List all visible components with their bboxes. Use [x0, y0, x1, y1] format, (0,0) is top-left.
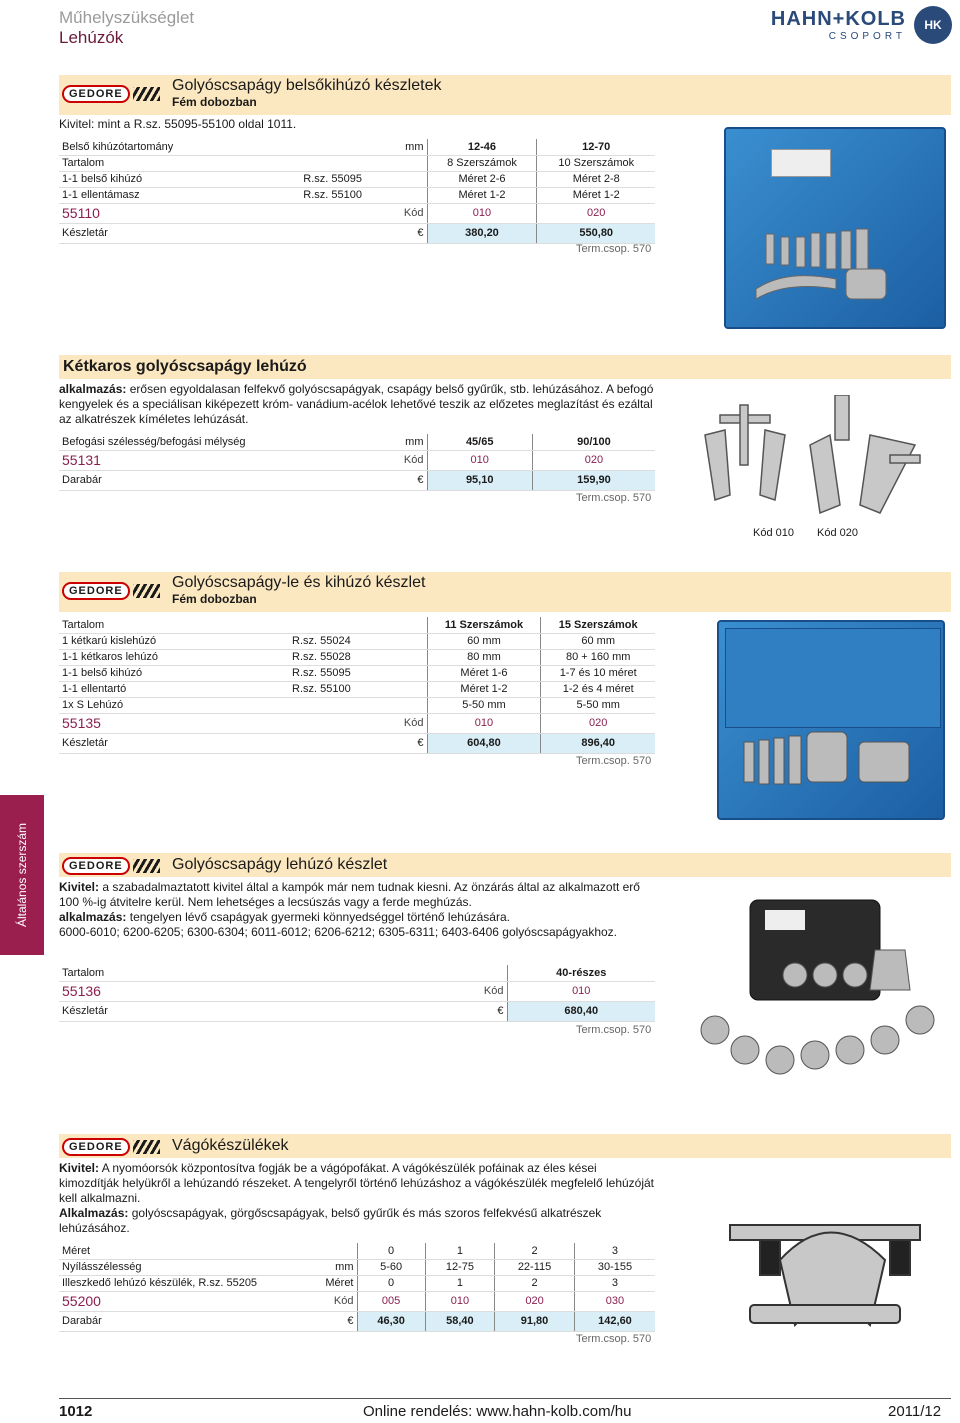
section1-table [59, 139, 655, 244]
gedore-stripes-icon [133, 859, 160, 873]
price-cell: 46,30 [357, 1311, 425, 1331]
table-row [59, 1259, 655, 1275]
cell: R.sz. 55095 [289, 665, 427, 681]
section5-table [59, 1243, 655, 1332]
table-row [59, 965, 655, 981]
cell: 1 kétkarú kislehúzó [59, 633, 289, 649]
cell: 80 + 160 mm [541, 649, 655, 665]
cell: 0 [357, 1275, 425, 1291]
cell: R.sz. 55100 [267, 187, 365, 203]
gedore-logo [62, 1137, 160, 1157]
price-cell: 680,40 [507, 1001, 655, 1021]
cell: Méret [289, 1275, 357, 1291]
cell: Méret 2-8 [537, 171, 655, 187]
code-cell: 010 [427, 713, 541, 733]
cell: 1-1 belső kihúzó [59, 171, 267, 187]
gedore-logo [62, 84, 160, 104]
cell: Méret 1-2 [427, 681, 541, 697]
gedore-text: GEDORE [62, 582, 130, 600]
code-cell: 010 [425, 1291, 494, 1311]
app-text: erősen egyoldalasan felfekvő golyóscsapágyak, csapágy belső gyűrűk, stb. lehúzásához. A befogó kengyelek és a speciálisan kiképezett króm- vanádium-acélok lehetővé teszik az előzetes meglazítást és ezáltal az alkatrészek kíméletes lehúzását. [59, 382, 654, 426]
cell: Tartalom [59, 155, 267, 171]
cell: 0 [357, 1243, 425, 1259]
cell: mm [289, 1259, 357, 1275]
section3-table [59, 617, 655, 754]
cell: 5-50 mm [427, 697, 541, 713]
header-subtitle: Lehúzók [59, 28, 124, 47]
bearing-set-image-icon [695, 880, 950, 1080]
code-cell: 020 [495, 1291, 575, 1311]
code-cell: 010 [427, 450, 532, 470]
code-row [59, 1291, 655, 1311]
section3-heading [172, 574, 425, 606]
product-image-case [717, 620, 945, 820]
bearings-paragraph: 6000-6010; 6200-6205; 6300-6304; 6011-6012; 6206-6212; 6305-6311; 6403-6406 golyóscsapágyakhoz. [59, 925, 618, 939]
cell: 1-1 ellentartó [59, 681, 289, 697]
cell: Méret [59, 1243, 289, 1259]
cell: Belső kihúzótartomány [59, 139, 267, 155]
price-cell: 604,80 [427, 733, 541, 753]
product-image-case [724, 127, 946, 329]
section3-subtitle: Fém dobozban [172, 592, 257, 606]
price-row [59, 1001, 655, 1021]
gedore-text: GEDORE [62, 1138, 130, 1156]
puller-images-icon [690, 395, 940, 520]
cell: 40-részes [507, 965, 655, 981]
term-group: Term.csop. 570 [576, 1024, 652, 1036]
code-row [59, 450, 655, 470]
tools-icon [719, 622, 947, 822]
euro-icon: € [365, 223, 427, 243]
cell: Illeszkedő lehúzó készülék, R.sz. 55205 [59, 1275, 289, 1291]
term-group: Term.csop. 570 [576, 492, 652, 504]
section2-description [59, 382, 655, 427]
cell: Méret 2-6 [427, 171, 537, 187]
table-row [59, 187, 655, 203]
gedore-stripes-icon [133, 1140, 160, 1154]
euro-icon: € [289, 1311, 357, 1331]
cell: 30-155 [574, 1259, 655, 1275]
price-row [59, 223, 655, 243]
code-cell: 010 [507, 981, 655, 1001]
table-row [59, 1275, 655, 1291]
caption-020: Kód 020 [817, 527, 858, 539]
kivitel-label: Kivitel: [59, 1161, 100, 1175]
euro-icon: € [365, 1001, 507, 1021]
cell: 22-115 [495, 1259, 575, 1275]
cell [267, 155, 365, 171]
cell: Tartalom [59, 965, 365, 981]
article-number: 55110 [59, 203, 267, 223]
cell: 5-50 mm [541, 697, 655, 713]
app-text: golyóscsapágyak, görgőscsapágyak, belső gyűrűk és más szoros felfekvésű alkatrészek lehúzásához. [59, 1206, 602, 1235]
separator-image-icon [720, 1165, 950, 1365]
kivitel-label: Kivitel: [59, 880, 100, 894]
euro-icon: € [289, 733, 427, 753]
price-row [59, 470, 655, 490]
article-number: 55135 [59, 713, 289, 733]
cell: 1 [425, 1243, 494, 1259]
app-label: alkalmazás: [59, 382, 127, 396]
cell: 12-46 [427, 139, 537, 155]
section5-description [59, 1161, 655, 1236]
section4-table [59, 965, 655, 1022]
section1-note: Kivitel: mint a R.sz. 55095-55100 oldal 1011. [59, 117, 297, 131]
brand-sub: CSOPORT [828, 31, 906, 42]
table-row [59, 681, 655, 697]
table-row [59, 155, 655, 171]
price-label: Készletár [59, 1001, 365, 1021]
cell: Befogási szélesség/befogási mélység [59, 434, 365, 450]
section4-title: Golyóscsapágy lehúzó készlet [172, 856, 388, 873]
caption-010: Kód 010 [753, 527, 794, 539]
table-row [59, 617, 655, 633]
gedore-stripes-icon [133, 87, 160, 101]
hk-circle-letters: HK [924, 18, 942, 32]
section4-description [59, 880, 655, 940]
section1-title: Golyóscsapágy belsőkihúzó készletek [172, 77, 442, 94]
code-cell: 020 [532, 450, 655, 470]
price-label: Darabár [59, 470, 365, 490]
code-cell: 030 [574, 1291, 655, 1311]
cell [289, 1243, 357, 1259]
price-cell: 550,80 [537, 223, 655, 243]
cell [289, 617, 427, 633]
section2-table [59, 434, 655, 491]
code-label: Kód [289, 713, 427, 733]
header-title: Műhelyszükséglet [59, 8, 195, 27]
table-row [59, 1243, 655, 1259]
cell: R.sz. 55100 [289, 681, 427, 697]
cell [289, 697, 427, 713]
kivitel-text: a szabadalmaztatott kivitel által a kampók már nem tudnak kiesni. Az önzárás által az alkalmazott erő 100 %-ig átvitelre kerül. Nem lehetséges a lecsúszás vagy a ferde meghúzás. [59, 880, 640, 909]
article-number: 55200 [59, 1291, 289, 1311]
cell: 2 [495, 1243, 575, 1259]
cell: 45/65 [427, 434, 532, 450]
hahn-kolb-logo [702, 4, 952, 46]
cell: 11 Szerszámok [427, 617, 541, 633]
cell: R.sz. 55095 [267, 171, 365, 187]
gedore-text: GEDORE [62, 857, 130, 875]
page-number: 1012 [59, 1403, 93, 1420]
footer-divider [59, 1398, 951, 1399]
term-group: Term.csop. 570 [576, 1333, 652, 1345]
article-number: 55136 [59, 981, 365, 1001]
term-group: Term.csop. 570 [576, 243, 652, 255]
cell: 5-60 [357, 1259, 425, 1275]
cell: 10 Szerszámok [537, 155, 655, 171]
price-cell: 95,10 [427, 470, 532, 490]
code-row [59, 713, 655, 733]
code-cell: 020 [541, 713, 655, 733]
app-paragraph [59, 910, 655, 925]
edition: 2011/12 [888, 1403, 942, 1420]
page-header [59, 8, 194, 48]
side-tab-label: Általános szerszám [15, 822, 29, 928]
cell: 1-1 kétkaros lehúzó [59, 649, 289, 665]
cell: 8 Szerszámok [427, 155, 537, 171]
cell: 15 Szerszámok [541, 617, 655, 633]
table-row [59, 633, 655, 649]
kivitel-text: A nyomóorsók központosítva fogják be a vágópofákat. A vágókészülék pofáinak az éles kései kimozdítják helyükről a lehúzandó részeket. A tengelyről történő lehúzáshoz a vágókészülék megfelelő lehúzóját kell alkalmazni. [59, 1161, 655, 1205]
cell: 80 mm [427, 649, 541, 665]
cell: 1-2 és 4 méret [541, 681, 655, 697]
price-label: Készletár [59, 223, 267, 243]
table-row [59, 649, 655, 665]
cell: 2 [495, 1275, 575, 1291]
cell: R.sz. 55028 [289, 649, 427, 665]
table-row [59, 665, 655, 681]
cell: 3 [574, 1275, 655, 1291]
cell: mm [365, 434, 427, 450]
table-row [59, 139, 655, 155]
tools-icon [726, 129, 948, 331]
price-row [59, 1311, 655, 1331]
brand-name: HAHN+KOLB [770, 8, 906, 30]
cell: Nyílásszélesség [59, 1259, 289, 1275]
app-text: tengelyen lévő csapágyak gyermeki könnyedséggel történő lehúzására. [129, 910, 510, 924]
price-cell: 58,40 [425, 1311, 494, 1331]
code-cell: 020 [537, 203, 655, 223]
code-label: Kód [289, 1291, 357, 1311]
price-cell: 159,90 [532, 470, 655, 490]
price-label: Készletár [59, 733, 289, 753]
cell: 1x S Lehúzó [59, 697, 289, 713]
term-group: Term.csop. 570 [576, 755, 652, 767]
code-cell: 005 [357, 1291, 425, 1311]
gedore-stripes-icon [133, 584, 160, 598]
gedore-logo [62, 856, 160, 876]
price-row [59, 733, 655, 753]
app-paragraph [59, 1206, 655, 1236]
section1-subtitle: Fém dobozban [172, 95, 257, 109]
cell: Tartalom [59, 617, 289, 633]
code-row [59, 981, 655, 1001]
table-row [59, 171, 655, 187]
cell: 12-70 [537, 139, 655, 155]
gedore-logo [62, 581, 160, 601]
section3-title: Golyóscsapágy-le és kihúzó készlet [172, 574, 426, 591]
cell [267, 139, 365, 155]
cell: 3 [574, 1243, 655, 1259]
kivitel-paragraph [59, 1161, 655, 1206]
section2-title: Kétkaros golyóscsapágy lehúzó [63, 358, 307, 375]
code-cell: 010 [427, 203, 537, 223]
gedore-text: GEDORE [62, 85, 130, 103]
hk-circle-icon [914, 6, 952, 44]
section5-title: Vágókészülékek [172, 1137, 289, 1154]
code-label: Kód [365, 450, 427, 470]
online-order-link[interactable]: Online rendelés: www.hahn-kolb.com/hu [363, 1403, 632, 1420]
code-label: Kód [365, 203, 427, 223]
cell: 1-7 és 10 méret [541, 665, 655, 681]
cell: 60 mm [541, 633, 655, 649]
euro-icon: € [365, 470, 427, 490]
cell: R.sz. 55024 [289, 633, 427, 649]
app-label: alkalmazás: [59, 910, 127, 924]
article-number: 55131 [59, 450, 365, 470]
cell: 1 [425, 1275, 494, 1291]
table-row [59, 434, 655, 450]
cell: Méret 1-6 [427, 665, 541, 681]
code-row [59, 203, 655, 223]
section1-heading [172, 77, 441, 109]
kivitel-paragraph [59, 880, 655, 910]
cell: Méret 1-2 [537, 187, 655, 203]
price-label: Darabár [59, 1311, 289, 1331]
category-side-tab [0, 795, 44, 955]
cell: Méret 1-2 [427, 187, 537, 203]
cell: 12-75 [425, 1259, 494, 1275]
cell: mm [365, 139, 427, 155]
cell: 60 mm [427, 633, 541, 649]
table-row [59, 697, 655, 713]
price-cell: 142,60 [574, 1311, 655, 1331]
cell: 1-1 belső kihúzó [59, 665, 289, 681]
cell: 1-1 ellentámasz [59, 187, 267, 203]
app-label: Alkalmazás: [59, 1206, 129, 1220]
price-cell: 380,20 [427, 223, 537, 243]
cell: 90/100 [532, 434, 655, 450]
price-cell: 896,40 [541, 733, 655, 753]
price-cell: 91,80 [495, 1311, 575, 1331]
code-label: Kód [365, 981, 507, 1001]
